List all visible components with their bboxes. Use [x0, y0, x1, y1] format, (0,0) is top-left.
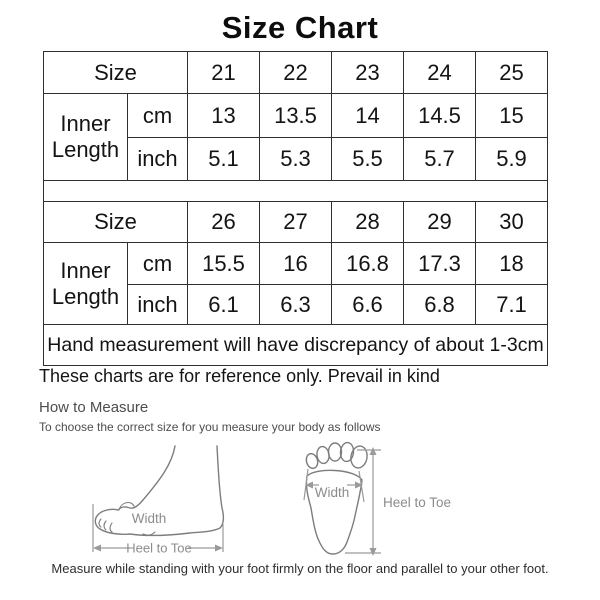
heel-to-toe-label: Heel to Toe: [383, 495, 452, 510]
table2-size-27: 27: [260, 202, 332, 243]
heel-to-toe-vertical-arrow: [345, 447, 381, 556]
table2-cm-value: 16: [260, 243, 332, 285]
table2-size-30: 30: [476, 202, 548, 243]
table2-cm-row: [44, 243, 548, 285]
table2-size-29: 29: [404, 202, 476, 243]
table1-size-25: 25: [476, 52, 548, 94]
table2-cm-value: 17.3: [404, 243, 476, 285]
table1-size-header: Size: [44, 52, 188, 94]
table2-cm-value: 18: [476, 243, 548, 285]
table2-size-28: 28: [332, 202, 404, 243]
table2-size-row: [44, 202, 548, 243]
table2-unit-inch: inch: [128, 285, 188, 325]
foot-side-view-diagram: [88, 440, 238, 560]
table2-cm-value: 15.5: [188, 243, 260, 285]
table1-size-23: 23: [332, 52, 404, 94]
width-label: Width: [131, 511, 167, 526]
foot-sole-view-diagram: [295, 438, 470, 563]
table-spacer-cell: [44, 181, 548, 202]
table2-inch-value: 6.8: [404, 285, 476, 325]
table1-cm-value: 13: [188, 94, 260, 138]
size-chart-table: [43, 51, 548, 366]
table1-cm-value: 15: [476, 94, 548, 138]
table1-inch-value: 5.7: [404, 138, 476, 181]
table2-size-26: 26: [188, 202, 260, 243]
table1-inch-value: 5.3: [260, 138, 332, 181]
table1-inch-value: 5.9: [476, 138, 548, 181]
heel-to-toe-label: Heel to Toe: [126, 540, 192, 556]
table-note: Hand measurement will have discrepancy of about 1-3cm: [44, 325, 548, 366]
table2-inner-length-header: Inner Length: [44, 243, 128, 325]
table2-cm-value: 16.8: [332, 243, 404, 285]
table1-inch-value: 5.5: [332, 138, 404, 181]
table1-cm-value: 13.5: [260, 94, 332, 138]
table1-cm-row: [44, 94, 548, 138]
table2-inch-value: 6.6: [332, 285, 404, 325]
how-to-measure-heading: How to Measure: [39, 399, 149, 416]
measure-instruction-caption: Measure while standing with your foot firmly on the floor and parallel to your other foot.: [51, 561, 549, 576]
table2-size-header: Size: [44, 202, 188, 243]
table1-inch-value: 5.1: [188, 138, 260, 181]
table2-unit-cm: cm: [128, 243, 188, 285]
table1-cm-value: 14: [332, 94, 404, 138]
table2-inch-value: 6.3: [260, 285, 332, 325]
page-title: Size Chart: [221, 10, 379, 45]
table1-cm-value: 14.5: [404, 94, 476, 138]
table1-size-21: 21: [188, 52, 260, 94]
table2-inch-value: 7.1: [476, 285, 548, 325]
table1-size-24: 24: [404, 52, 476, 94]
how-to-measure-subheading: To choose the correct size for you measure your body as follows: [39, 420, 381, 434]
table1-size-22: 22: [260, 52, 332, 94]
reference-note: These charts are for reference only. Prevail in kind: [39, 366, 440, 386]
table-spacer-row: [44, 181, 548, 202]
table2-inch-value: 6.1: [188, 285, 260, 325]
width-label: Width: [314, 485, 350, 500]
table1-size-row: [44, 52, 548, 94]
table-note-row: [44, 325, 548, 366]
table1-inner-length-header: Inner Length: [44, 94, 128, 181]
table1-unit-inch: inch: [128, 138, 188, 181]
table1-unit-cm: cm: [128, 94, 188, 138]
